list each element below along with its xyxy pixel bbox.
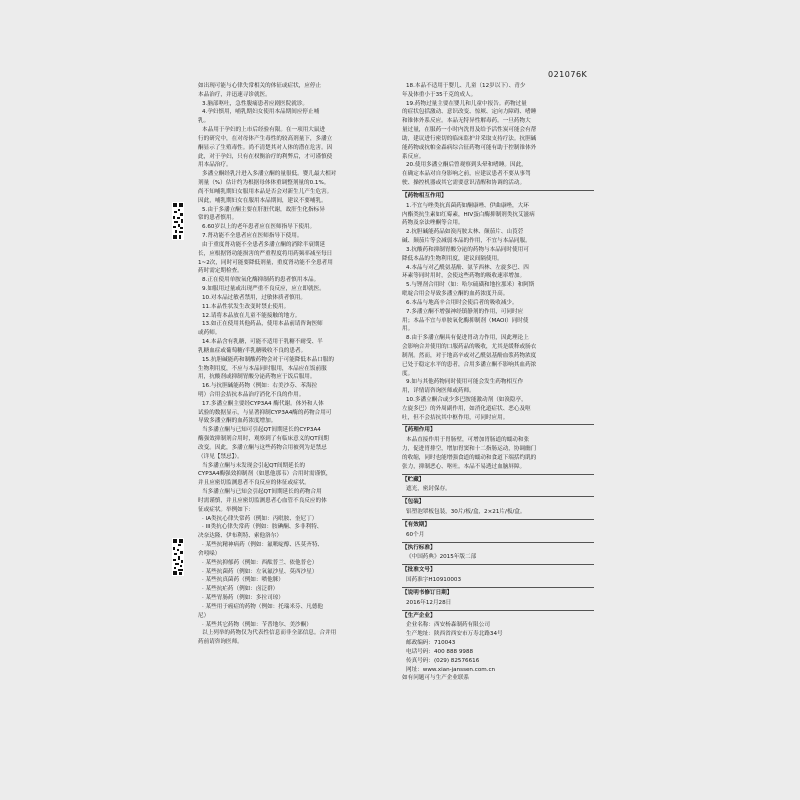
text-line: 因此，哺乳期妇女在服用本品期间，建议不要哺乳。 [198,197,327,204]
text-line: 量过量，在服药一小时内洗胃及给予活性炭可能会有帮 [402,127,537,134]
text-line: 本品直接作用于胃肠壁，可增加胃肠道的蠕动和张 [406,437,530,444]
section-title-package: 【包装】 [402,496,594,507]
text-line: 会影响合并使用的口服药品的吸收，尤其是缓释或肠衣 [402,344,537,351]
text-line: 16.与抗胆碱能药物（例如：右美沙芬、苯海拉 [202,383,318,390]
text-line: 当多潘立酮与已知可引起QT间期延长的CYP3A4 [202,427,321,434]
validity-text: 60个月 [406,531,425,538]
section-title-interactions: 【药物相互作用】 [402,190,594,201]
text-line: 此，对于孕妇，只有在权衡治疗的利弊后，才可谨慎使 [198,153,333,160]
text-line: （详见【禁忌】）。 [198,453,243,460]
text-line: 用，抗酸剂或抑制胃酸分泌药物应于饭后服用。 [198,374,316,381]
text-line: 4.本品与对乙酰氨基酚、氨苄西林、左旋多巴、四 [406,264,529,271]
text-line: 长，应根据肾功能损害的严重程度将用药频率减至每日 [198,250,333,257]
text-line: · IA类抗心律失常药（例如：丙吡胺、奎尼丁） [202,515,318,522]
text-line: 10.对本品过敏者禁用，过敏体质者慎用。 [202,294,306,301]
text-line: 吡啶合用会导致多潘立酮的血药浓度升高。 [402,291,509,298]
text-line: 乳。 [198,118,210,125]
text-line: 当多潘立酮与已知会引起QT间期延长的药物合用 [202,489,322,496]
text-line: 本品用于孕妇的上市后经验有限。在一项用大鼠进 [202,127,326,134]
text-line: CYP3A4酶强效抑制剂（如恩他那韦）合用时需谨慎， [198,471,332,478]
text-line: 尚不知哺乳期妇女服用本品是否会对新生儿产生危害。 [198,188,333,195]
text-line: 2.抗胆碱能药品如溴丙胺太林、颠茄片、山莨菪 [406,229,524,236]
package-text: 铝塑泡罩板包装，30片/板/盒，2×21片/板/盒。 [406,509,526,516]
text-line: 药时需定期检查。 [198,268,243,275]
approval-text: 国药准字H10910003 [406,577,462,584]
text-line: · 某些抗真菌药（例如：喷他脒） [202,577,284,584]
text-line: · 某些抗疟药（例如：卤泛群） [202,586,279,593]
text-line: 时需谨慎，并且应密切监测患者心血管不良反应的体 [198,497,327,504]
text-line: 左旋多巴）的外周副作用，如消化道症状、恶心及呕 [402,405,531,412]
text-line: 17.多潘立酮主要经CYP3A4 酶代谢。体外和人体 [202,400,324,407]
manufacturer-website: 网址：www.xian-janssen.com.cn [406,666,496,673]
text-line: 改变。因此，多潘立酮与这些药物合用被列为是禁忌 [198,444,327,451]
text-line: 在确定本品对自身影响之前，应建议患者不要从事驾 [402,171,531,178]
text-line: 试验的数据显示，与显著抑制CYP3A4酶的药物合用可 [198,409,332,416]
text-line: 5.由于多潘立酮主要在肝脏代谢，故肝生化指标异 [202,206,325,213]
text-line: 7.多潘立酮不增强神经镇静剂的作用，可同时应 [406,308,524,315]
text-line: 乳糖血症或葡萄糖/半乳糖吸收不良的患者。 [198,347,307,354]
text-line: 用，详情请咨询医师或药师。 [402,388,475,395]
text-line: 剂量（%）估计约为根据母体体重调整剂量的0.1%。 [198,180,330,187]
revision-text: 2016年12月28日 [406,599,452,606]
text-line: 14.本品含有乳糖，可能不适用于乳糖不耐受、半 [202,339,323,346]
manufacturer-phone: 电话号码：400 888 9988 [406,648,474,655]
manufacturer-address: 生产地址：陕西省西安市万寿北路34号 [406,631,503,638]
text-line: 导致多潘立酮的血药浓度增加。 [198,418,277,425]
text-line: 酮显示了生殖毒性。尚不清楚其对人体的潜在危害。因 [198,144,333,151]
text-line: · 某些其它药物（例如：苄普地尔、美沙酮） [202,621,312,628]
text-line: 多潘立酮经乳汁进入多潘立酮的量很低。婴儿最大相对 [202,171,337,178]
text-line: 度。 [402,370,414,377]
section-title-storage: 【贮藏】 [402,474,594,485]
text-line: 明）合用会拮抗本品治疗消化不良的作用。 [198,391,305,398]
text-line: 能药物或抗帕金森病综合征药物可能有助于控制锥体外 [402,144,537,151]
left-column [198,82,390,647]
text-line: 9.如与其他药物同时使用可能会发生药物相互作 [406,379,524,386]
text-line: 用。 [402,326,414,333]
text-line: 征或症状。举例如下： [198,506,254,513]
storage-text: 遮光，密封保存。 [406,486,451,493]
text-line: 当多潘立酮与未发现会引起QT间期延长的 [202,462,305,469]
text-line: 制剂。然而，对于地高辛或对乙酰氨基酚血浆药物浓度 [402,352,537,359]
text-line: 18.本品不适用于婴儿、儿童（12岁以下）、青少 [406,83,526,89]
text-line: 常的患者慎用。 [198,215,238,222]
text-line: 已处于稳定水平的患者，合用多潘立酮不影响其血药浓 [402,361,537,368]
text-line: 决奈达隆、伊布利特、索他洛尔） [198,533,282,540]
text-line: 生物利用度，不应与本品同时服用，本品应在饭前服 [198,365,327,372]
text-line: 7.肾功能不全患者应在医师指导下使用。 [202,233,303,240]
text-line: 驶、操控机器或其它需要意识清醒和协调的活动。 [402,180,526,187]
text-line: · 某些抗菌药（例如：左氧氟沙星、莫西沙星） [202,568,318,575]
section-title-approval: 【批准文号】 [402,564,594,575]
text-line: 20.使用多潘立酮后曾观察到头晕和嗜睡。因此， [406,162,527,169]
text-line: 12.请将本品放在儿童不能接触的地方。 [202,312,301,319]
text-line: 内酯类抗生素如红霉素，HIV蛋白酶抑制剂类抗艾滋病 [402,211,535,218]
text-line: 3.脑部呕吐，急性腹痛患者应剧医院就诊。 [202,100,309,107]
text-line: 力，促进胃排空，增加胃窦和十二指肠运动，协调幽门 [402,446,537,453]
text-line: 的症状包括激动、意识改变、惊厥、定向力障碍、嗜睡 [402,109,537,116]
text-line: 19.药物过量主要在婴儿和儿童中报告。药物过量 [406,100,527,107]
text-line: 9.如服用过量或出现严重不良反应，应立即就医。 [202,286,325,293]
text-line: · III类抗心律失常药（例如：胺碘酮、多非利特、 [202,524,323,531]
text-line: 酶强效抑制剂合用时，观察到了有临床意义的QT间期 [198,436,329,443]
section-title-validity: 【有效期】 [402,519,594,530]
text-line: 如出现可能与心律失常相关的体征或症状，应停止 [198,83,322,89]
section-title-standard: 【执行标准】 [402,542,594,553]
qr-code-icon [172,202,184,240]
text-line: 1.不宜与唑类抗真菌药如酮康唑、伊曲康唑，大环 [406,202,529,209]
text-line: · 某些抗抑郁药（例如：西酞普兰、依他普仑） [202,559,318,566]
section-title-manufacturer: 【生产企业】 [402,610,594,621]
manufacturer-postcode: 邮政编码：710043 [406,640,456,647]
text-line: · 某些抗精神病药（例如：氟哌啶醇、匹莫齐特、 [202,542,324,549]
text-line: 由于重度肾功能不全患者多潘立酮的消除半衰期延 [202,241,326,248]
text-line: 8.正在使用单胺氧化酶抑制药的患者慎用本品。 [202,277,320,284]
standard-text: 《中国药典》2015年版二部 [406,554,477,561]
manufacturer-fax: 传真号码：(029) 82576616 [406,657,480,664]
text-line: 年及体重小于35千克的成人。 [402,91,477,98]
text-line: 和锥体外系反应。本品无特异性解毒药。一旦药物大 [402,118,531,125]
section-title-revision: 【说明书修订日期】 [402,587,594,598]
text-line: · 某些胃肠药（例如：多拉司琼） [202,595,284,602]
text-line: 5.与锂剂合用时（如：哈尔硫磺和地拉那米）和阿斯 [406,282,535,289]
text-line: 吐，但不会拮抗其中枢作用，可同时应用。 [402,414,509,421]
text-line: 药前请咨询医师。 [198,639,243,646]
text-line: 碱、颠茄片等会减弱本品的作用，不宜与本品同服。 [402,238,531,245]
right-column [402,82,594,683]
text-line: 或药师。 [198,330,221,337]
text-line: · 某些用于癌症的药物（例如：托瑞米芬、凡德他 [202,603,324,610]
text-line: 6.60岁以上的老年患者应在医师指导下使用。 [202,224,316,231]
text-line: 环素等同时用时，会使这些药物的吸收速率增加。 [402,273,526,280]
text-line: 的收缩，同时也能增强食道的蠕动和食道下端括约肌的 [402,454,537,461]
text-line: 6.本品与地高辛合用时会使后者的吸收减少。 [406,299,518,306]
text-line: 系反应。 [402,153,425,160]
section-title-pharmacology: 【药理作用】 [402,424,594,435]
text-line: 以上列举的药物仅为代表性信息而非全部信息。合并用 [202,630,337,637]
qr-code-icon [172,538,184,576]
text-line: 用本品治疗。 [198,162,232,169]
text-line: 并且应密切监测患者不良反应的体征或症状。 [198,480,310,487]
text-line: 药物及奈法唑酮等合用。 [402,220,464,227]
text-line: 舍吲哚） [198,550,221,557]
text-line: 行的研究中，在对母体产生毒性的较高剂量下，多潘立 [198,135,333,142]
text-line: 助，建议进行密切的临床监护并采取支持疗法。抗胆碱 [402,135,537,142]
manufacturer-contact-note: 如有问题可与生产企业联系 [402,675,470,682]
text-line: 15.抗胆碱能药和制酸药物会对于可能降低本品口服的 [202,356,334,363]
document-code: 021076K [548,70,588,79]
text-line: 4.孕妇慎用，哺乳期妇女使用本品期间应停止哺 [202,109,320,116]
text-line: 8.由于多潘立酮具有促进胃动力作用，因此理论上 [406,335,529,342]
text-line: 10.多潘立酮合或少多巴胺能激动剂（如溴隐亭， [406,396,527,403]
text-line: 本品治疗，并迅速寻诊就医。 [198,91,271,98]
text-line: 尼） [198,612,210,619]
text-line: 降低本品的生物利用度，建议间隔使用。 [402,255,503,262]
text-line: 3.抗酸药和抑制胃酸分泌的药物与本品同时使用可 [406,246,529,253]
text-line: 11.本品性状发生改变时禁止使用。 [202,303,290,310]
text-line: 13.如正在使用其他药品，使用本品前请咨询医师 [202,321,323,328]
text-line: 1~2次，同时可能要降低剂量，重度肾功能不全患者用 [198,259,333,266]
manufacturer-name: 企业名称：西安杨森制药有限公司 [406,622,490,629]
text-line: 张力，抑制恶心、呕吐。本品不易透过血脑屏障。 [402,463,526,470]
text-line: 用；本品不宜与单胺氧化酶抑制剂（MAOI）同时使 [402,317,529,324]
